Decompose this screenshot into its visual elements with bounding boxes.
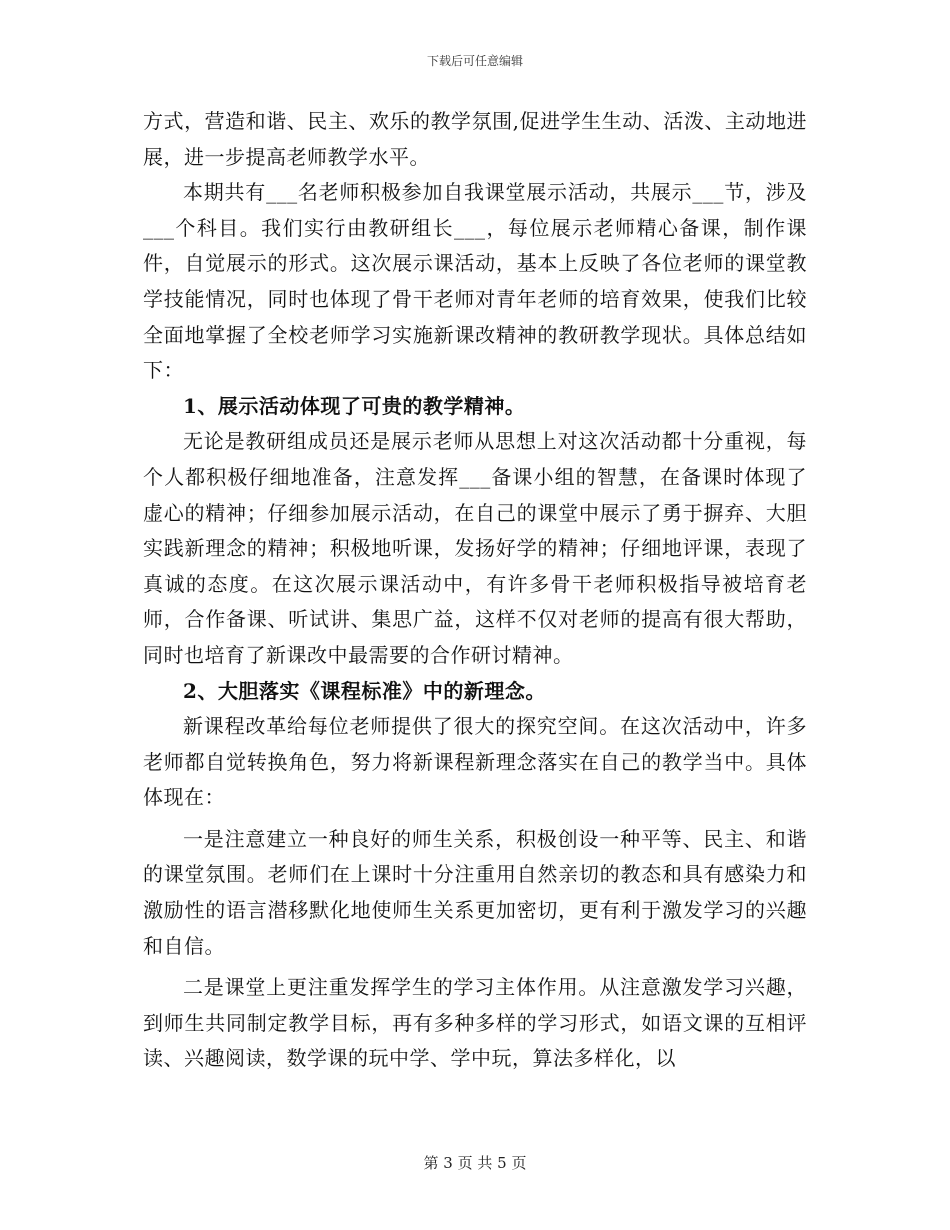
paragraph-section-2-intro: 新课程改革给每位老师提供了很大的探究空间。在这次活动中，许多老师都自觉转换角色，努力将新课程新理念落实在自己的教学当中。具体体现在：: [143, 714, 807, 810]
section-heading-2: 2、大胆落实《课程标准》中的新理念。: [183, 678, 546, 703]
paragraph-summary-intro: 本期共有___名老师积极参加自我课堂展示活动，共展示___节，涉及___个科目。我们实行由教研组长___，每位展示老师精心备课，制作课件，自觉展示的形式。这次展示课活动，基本上反映了各位老师的课堂教学技能情况，同时也体现了骨干老师对青年老师的培育效果，使我们比较全面地掌握了全校老师学习实施新课改精神的教研教学现状。具体总结如下：: [143, 180, 807, 383]
section-heading-1: 1、展示活动体现了可贵的教学精神。: [183, 393, 526, 418]
paragraph-section-1: 无论是教研组成员还是展示老师从思想上对这次活动都十分重视，每个人都积极仔细地准备，注意发挥___备课小组的智慧，在备课时体现了虚心的精神；仔细参加展示活动，在自己的课堂中展示了勇于摒弃、大胆实践新理念的精神；积极地听课，发扬好学的精神；仔细地评课，表现了真诚的态度。在这次展示课活动中，有许多骨干老师积极指导被培育老师，合作备课、听试讲、集思广益，这样不仅对老师的提高有很大帮助，同时也培育了新课改中最需要的合作研讨精神。: [143, 429, 807, 667]
header-note: 下载后可任意编辑: [426, 54, 523, 68]
paragraph-point-2: 二是课堂上更注重发挥学生的学习主体作用。从注意激发学习兴趣，到师生共同制定教学目标，再有多种多样的学习形式，如语文课的互相评读、兴趣阅读，数学课的玩中学、学中玩，算法多样化，以: [143, 975, 807, 1071]
paragraph-point-1: 一是注意建立一种良好的师生关系，积极创设一种平等、民主、和谐的课堂氛围。老师们在上课时十分注重用自然亲切的教态和具有感染力和激励性的语言潜移默化地使师生关系更加密切，更有利于激发学习的兴趣和自信。: [143, 826, 807, 958]
paragraph-continuation: 方式，营造和谐、民主、欢乐的教学氛围,促进学生生动、活泼、主动地进展，进一步提高老师教学水平。: [143, 109, 807, 169]
document-body: [143, 104, 807, 1077]
page-number: 第 3 页 共 5 页: [423, 1154, 527, 1172]
